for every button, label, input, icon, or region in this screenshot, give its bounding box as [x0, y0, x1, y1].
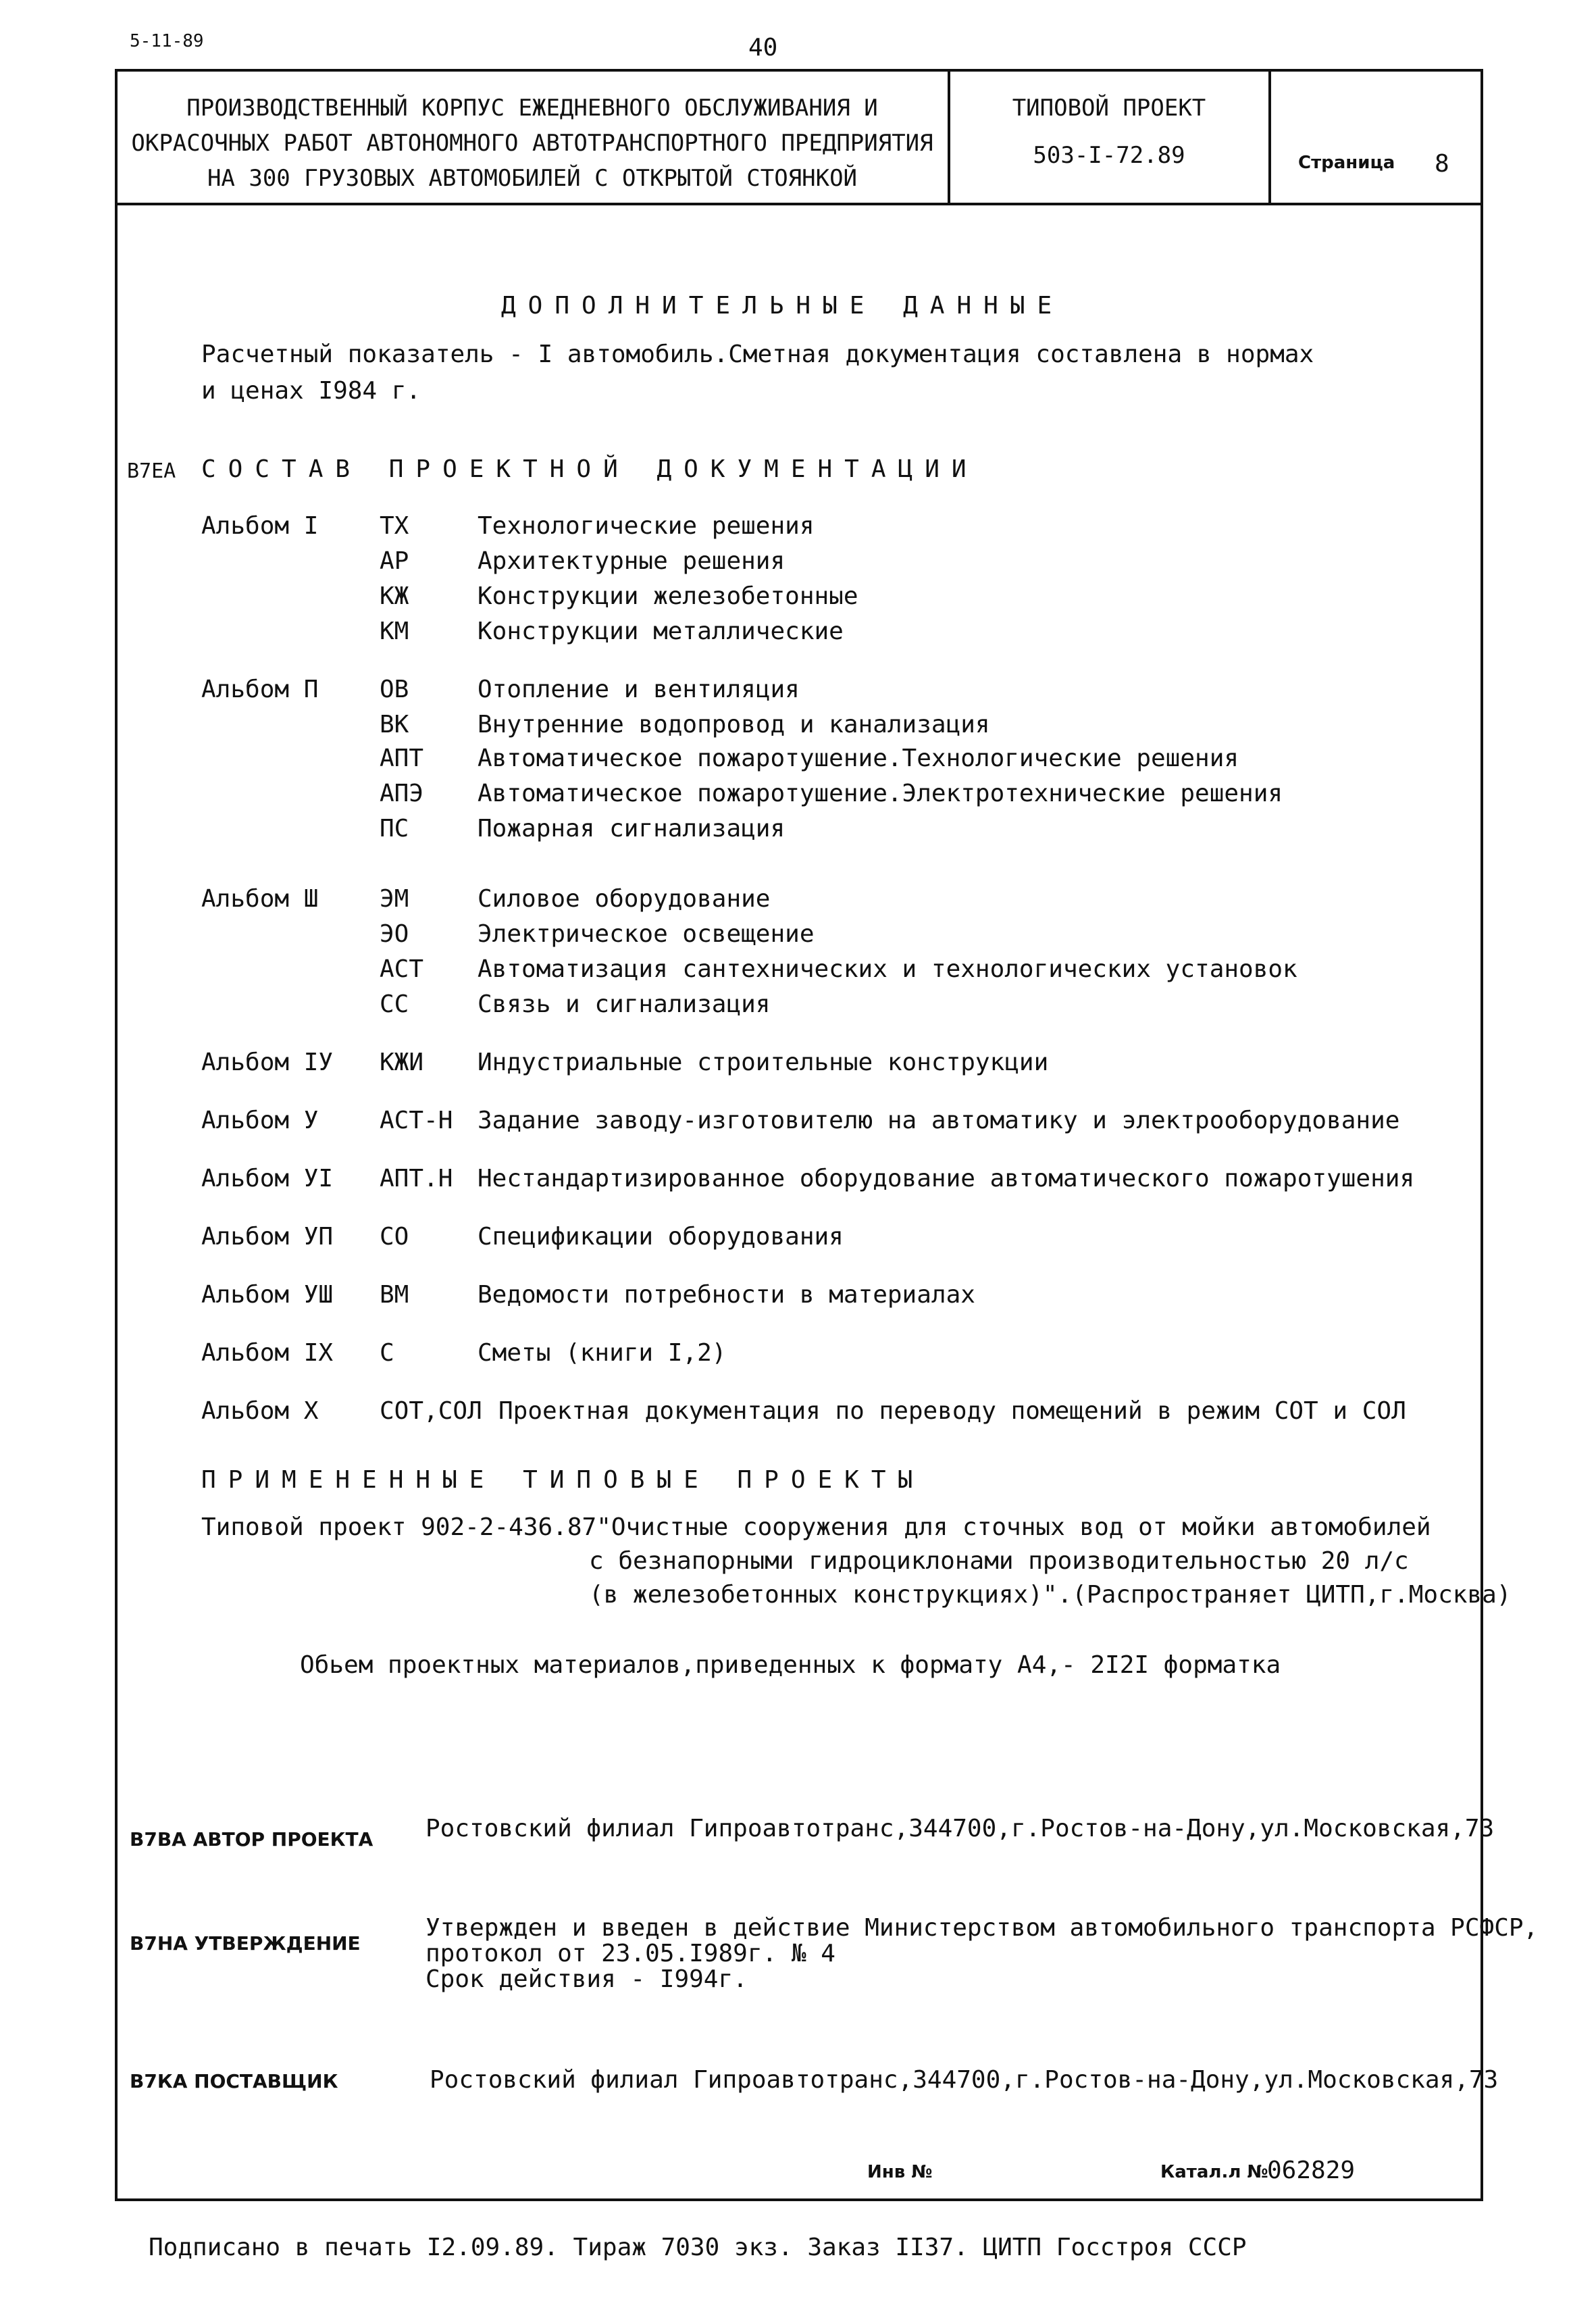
- album-label: Альбом Ш: [201, 885, 319, 913]
- catalog-label: Катал.л №: [1160, 2162, 1268, 2182]
- doc-code: КЖИ: [380, 1049, 424, 1076]
- album-row: [0, 711, 1596, 742]
- doc-code: СОТ,СОЛ: [380, 1397, 482, 1425]
- project-title-line-1: ПРОИЗВОДСТВЕННЫЙ КОРПУС ЕЖЕДНЕВНОГО ОБСЛУЖИВАНИЯ И: [186, 95, 878, 122]
- doc-code: ЭО: [380, 920, 409, 948]
- doc-code: С: [380, 1339, 394, 1367]
- album-label: Альбом IX: [201, 1339, 334, 1367]
- doc-code: КМ: [380, 618, 409, 645]
- page-label: Страница: [1298, 153, 1395, 173]
- volume-line: Обьем проектных материалов,приведенных к формату А4,- 2I2I форматка: [300, 1651, 1281, 1679]
- album-label: Альбом УШ: [201, 1281, 334, 1309]
- approval-line-1: Утвержден и введен в действие Министерством автомобильного транспорта РСФСР,: [426, 1914, 1539, 1942]
- doc-title: Сметы (книги I,2): [478, 1339, 727, 1367]
- additional-line-1: Расчетный показатель - I автомобиль.Сметная документация составлена в нормах: [201, 341, 1314, 368]
- doc-title: Отопление и вентиляция: [478, 676, 800, 703]
- catalog-value: 062829: [1267, 2157, 1356, 2184]
- doc-title: Технологические решения: [478, 512, 815, 540]
- doc-code: АСТ: [380, 955, 424, 983]
- album-row: [0, 920, 1596, 951]
- album-row: [0, 1397, 1596, 1428]
- header-vline-1: [948, 69, 950, 204]
- doc-title: Автоматическое пожаротушение.Технологические решения: [478, 745, 1239, 772]
- album-row: [0, 745, 1596, 776]
- doc-title: Ведомости потребности в материалах: [478, 1281, 975, 1309]
- author-text: Ростовский филиал Гипроавтотранс,344700,г.Ростов-на-Дону,ул.Московская,73: [426, 1815, 1495, 1842]
- album-row: [0, 990, 1596, 1022]
- approval-line-3: Срок действия - I994г.: [426, 1965, 748, 1993]
- applied-line-3: (в железобетонных конструкциях)".(Распространяет ЦИТП,г.Москва): [589, 1581, 1512, 1609]
- doc-code: КЖ: [380, 582, 409, 610]
- supplier-text: Ростовский филиал Гипроавтотранс,344700,г.Ростов-на-Дону,ул.Московская,73: [430, 2066, 1499, 2094]
- doc-title: Архитектурные решения: [478, 547, 786, 575]
- album-label: Альбом У: [201, 1107, 319, 1134]
- inventory-label: Инв №: [867, 2162, 933, 2182]
- page-value: 8: [1435, 150, 1449, 178]
- album-label: Альбом X: [201, 1397, 319, 1425]
- header-divider: [115, 203, 1483, 205]
- album-label: Альбом П: [201, 676, 319, 703]
- doc-title: Задание заводу-изготовителю на автоматику и электрооборудование: [478, 1107, 1400, 1134]
- doc-code: АСТ-Н: [380, 1107, 453, 1134]
- doc-title: Пожарная сигнализация: [478, 815, 786, 842]
- doc-code: ЭМ: [380, 885, 409, 913]
- additional-line-2: и ценах I984 г.: [201, 377, 421, 405]
- header-vline-2: [1268, 69, 1271, 204]
- album-label: Альбом УП: [201, 1223, 334, 1251]
- album-row: [0, 885, 1596, 916]
- album-row: [0, 1339, 1596, 1370]
- project-title-line-3: НА 300 ГРУЗОВЫХ АВТОМОБИЛЕЙ С ОТКРЫТОЙ СТОЯНКОЙ: [207, 165, 858, 192]
- type-project-number: 503-I-72.89: [1033, 142, 1185, 169]
- doc-code: АПТ: [380, 745, 424, 772]
- approval-line-2: протокол от 23.05.I989г. № 4: [426, 1940, 835, 1967]
- doc-code: АПЭ: [380, 780, 424, 807]
- album-row: [0, 815, 1596, 846]
- applied-heading: ПРИМЕНЕННЫЕ ТИПОВЫЕ ПРОЕКТЫ: [201, 1466, 925, 1494]
- album-row: [0, 780, 1596, 811]
- doc-title: Конструкции металлические: [478, 618, 844, 645]
- album-row: [0, 1165, 1596, 1196]
- doc-code: ВК: [380, 711, 409, 738]
- doc-title: Электрическое освещение: [478, 920, 815, 948]
- additional-heading: ДОПОЛНИТЕЛЬНЫЕ ДАННЫЕ: [501, 292, 1064, 320]
- album-label: Альбом I: [201, 512, 319, 540]
- doc-title: Индустриальные строительные конструкции: [478, 1049, 1049, 1076]
- sheet-code: 5-11-89: [130, 31, 204, 51]
- doc-title: Конструкции железобетонные: [478, 582, 858, 610]
- composition-heading: СОСТАВ ПРОЕКТНОЙ ДОКУМЕНТАЦИИ: [201, 455, 979, 483]
- doc-title: Проектная документация по переводу помещений в режим СОТ и СОЛ: [498, 1397, 1406, 1425]
- album-label: Альбом IУ: [201, 1049, 334, 1076]
- doc-code: СО: [380, 1223, 409, 1251]
- album-row: [0, 547, 1596, 578]
- album-row: [0, 582, 1596, 613]
- album-row: [0, 1049, 1596, 1080]
- doc-title: Внутренние водопровод и канализация: [478, 711, 990, 738]
- doc-code: ОВ: [380, 676, 409, 703]
- project-title-line-2: ОКРАСОЧНЫХ РАБОТ АВТОНОМНОГО АВТОТРАНСПОРТНОГО ПРЕДПРИЯТИЯ: [131, 130, 933, 157]
- doc-code: ВМ: [380, 1281, 409, 1309]
- doc-title: Автоматизация сантехнических и технологических установок: [478, 955, 1297, 983]
- doc-title: Спецификации оборудования: [478, 1223, 844, 1251]
- page-number: 40: [748, 34, 778, 61]
- album-row: [0, 1281, 1596, 1312]
- doc-title: Связь и сигнализация: [478, 990, 771, 1018]
- album-row: [0, 955, 1596, 986]
- album-row: [0, 1223, 1596, 1254]
- doc-code: ПС: [380, 815, 409, 842]
- album-row: [0, 512, 1596, 543]
- album-row: [0, 676, 1596, 707]
- doc-title: Нестандартизированное оборудование автоматического пожаротушения: [478, 1165, 1415, 1192]
- author-label: В7ВА АВТОР ПРОЕКТА: [130, 1828, 374, 1851]
- doc-code: СС: [380, 990, 409, 1018]
- album-label: Альбом УI: [201, 1165, 334, 1192]
- supplier-label: В7КА ПОСТАВЩИК: [130, 2070, 338, 2092]
- doc-title: Автоматическое пожаротушение.Электротехнические решения: [478, 780, 1283, 807]
- album-row: [0, 1107, 1596, 1138]
- applied-line-1: Типовой проект 902-2-436.87"Очистные сооружения для сточных вод от мойки автомобилей: [201, 1513, 1431, 1541]
- doc-code: АР: [380, 547, 409, 575]
- print-info: Подписано в печать I2.09.89. Тираж 7030 экз. Заказ II37. ЦИТП Госстроя СССР: [149, 2234, 1247, 2261]
- approval-label: В7НА УТВЕРЖДЕНИЕ: [130, 1932, 361, 1955]
- album-row: [0, 618, 1596, 649]
- doc-code: ТХ: [380, 512, 409, 540]
- composition-code: В7ЕА: [127, 459, 176, 483]
- applied-line-2: с безнапорными гидроциклонами производительностью 20 л/с: [589, 1547, 1409, 1575]
- type-project-label: ТИПОВОЙ ПРОЕКТ: [1012, 95, 1206, 122]
- doc-code: АПТ.Н: [380, 1165, 453, 1192]
- doc-title: Силовое оборудование: [478, 885, 771, 913]
